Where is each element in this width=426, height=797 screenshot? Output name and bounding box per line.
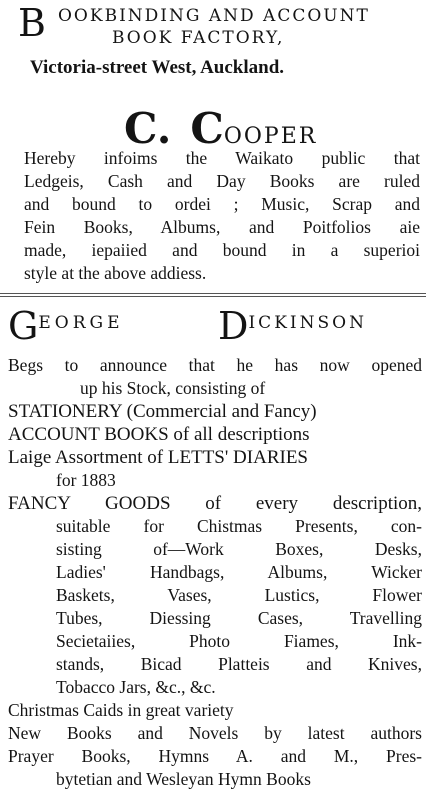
fancy-goods-line: Secietaiies, Photo Fiames, Ink- (56, 631, 422, 651)
tail-line: New Books and Novels by latest authors (8, 723, 422, 743)
fancy-goods-line: sisting of—Work Boxes, Desks, (56, 539, 422, 559)
proprietor-name (124, 104, 317, 153)
intro-line: up his Stock, consisting of (80, 378, 266, 398)
fancy-goods-line: Ladies' Handbags, Albums, Wicker (56, 562, 422, 582)
body-line: made, iepaiied and bound in a superioi (24, 240, 420, 260)
section-divider (0, 296, 426, 297)
body-line: Ledgeis, Cash and Day Books are ruled (24, 171, 420, 191)
fancy-goods-line: FANCY GOODS of every description, (8, 493, 422, 514)
body-line: Hereby infoims the Waikato public that (24, 148, 420, 168)
intro-line: Begs to announce that he has now opened (8, 355, 422, 375)
tail-line: Prayer Books, Hymns A. and M., Pres- (8, 746, 422, 766)
first-name-cap: G (8, 304, 39, 348)
proprietor-surname-cap: C (190, 104, 224, 153)
ad2-body (8, 354, 422, 791)
fancy-goods-line: Tubes, Diessing Cases, Travelling (56, 608, 422, 628)
proprietor-surname-rest: OOPER (223, 124, 318, 149)
stock-item: for 1883 (56, 470, 116, 490)
body-line: style at the above addiess. (24, 263, 207, 283)
stock-item: Laige Assortment of LETTS' DIARIES (8, 447, 308, 468)
body-line: and bound to ordei ; Music, Scrap and (24, 194, 420, 214)
fancy-goods-line: Tobacco Jars, &c., &c. (56, 677, 216, 697)
address-line: Victoria-street West, Auckland. (30, 57, 285, 78)
first-name-rest: EORGE (38, 313, 124, 333)
ad1-body (24, 147, 420, 285)
tail-line: bytetian and Wesleyan Hymn Books (56, 769, 311, 789)
stock-item: ACCOUNT BOOKS of all descriptions (8, 424, 310, 445)
heading-drop-cap: B (18, 1, 46, 45)
last-name-rest: ICKINSON (248, 313, 367, 333)
proprietor-initial: C. (124, 104, 172, 153)
last-name-cap: D (218, 304, 249, 348)
fancy-goods-line: stands, Bicad Platteis and Knives, (56, 654, 422, 674)
merchant-name (8, 304, 422, 348)
fancy-goods-line: Baskets, Vases, Lustics, Flower (56, 585, 422, 605)
tail-line: Christmas Caids in great variety (8, 700, 234, 720)
fancy-goods-line: suitable for Chistmas Presents, con- (56, 516, 422, 536)
stock-item: STATIONERY (Commercial and Fancy) (8, 401, 317, 422)
heading-line-2: BOOK FACTORY, (112, 28, 285, 48)
body-line: Fein Books, Albums, and Poitfolios aie (24, 217, 420, 237)
section-divider (0, 293, 426, 294)
heading-line-1: OOKBINDING AND ACCOUNT (58, 6, 370, 26)
